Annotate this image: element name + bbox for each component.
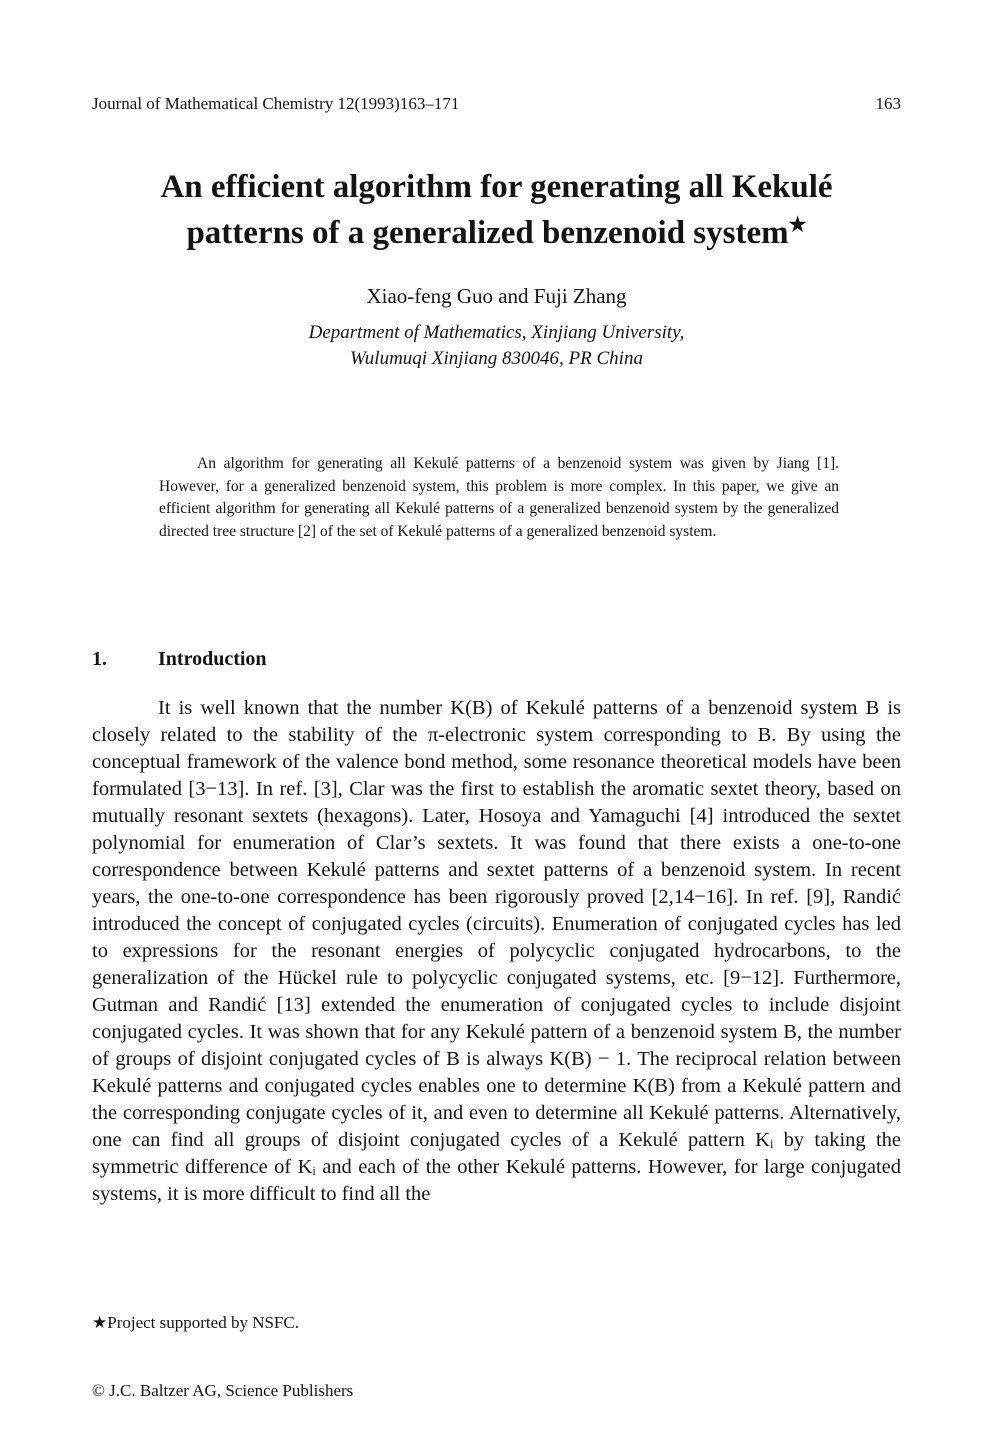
- section-title: Introduction: [158, 648, 267, 670]
- paper-title: [92, 168, 901, 252]
- footnote-star-marker: ★: [788, 214, 807, 236]
- affiliation: [92, 320, 901, 372]
- section-heading: [92, 648, 267, 671]
- affiliation-line-2: Wulumuqi Xinjiang 830046, PR China: [350, 348, 643, 369]
- footnote: ★Project supported by NSFC.: [92, 1313, 299, 1332]
- title-line-2: [92, 206, 901, 252]
- section-number: 1.: [92, 648, 107, 670]
- authors: Xiao-feng Guo and Fuji Zhang: [366, 284, 627, 308]
- copyright: © J.C. Baltzer AG, Science Publishers: [92, 1381, 354, 1400]
- title-line-1: An efficient algorithm for generating all Kekulé: [160, 169, 833, 205]
- affiliation-line-1: Department of Mathematics, Xinjiang University,: [308, 322, 685, 343]
- introduction-body: It is well known that the number K(B) of Kekulé patterns of a benzenoid system B is closely related to the stability of the π-electronic system corresponding to B. By using the conceptual framework of the valence bond method, some resonance theoretical models have been formulated [3−13]. In ref. [3], Clar was the first to establish the aromatic sextet theory, based on mutually resonant sextets (hexagons). Later, Hosoya and Yamaguchi [4] introduced the sextet polynomial for enumeration of Clar’s sextets. It was found that there exists a one-to-one correspondence between Kekulé patterns and sextet patterns of a benzenoid system. In recent years, the one-to-one correspondence has been rigorously proved [2,14−16]. In ref. [9], Randić introduced the concept of conjugated cycles (circuits). Enumeration of conjugated cycles has led to expressions for the resonant energies of polycyclic conjugated hydrocarbons, to the generalization of the Hückel rule to polycyclic conjugated systems, etc. [9−12]. Furthermore, Gutman and Randić [13] extended the enumeration of conjugated cycles to include disjoint conjugated cycles. It was shown that for any Kekulé pattern of a benzenoid system B, the number of groups of disjoint conjugated cycles of B is always K(B) − 1. The reciprocal relation between Kekulé patterns and conjugated cycles enables one to determine K(B) from a Kekulé pattern and the corresponding conjugate cycles of it, and even to determine all Kekulé patterns. Alternatively, one can find all groups of disjoint conjugated cycles of a Kekulé pattern Kᵢ by taking the symmetric difference of Kᵢ and each of the other Kekulé patterns. However, for large conjugated systems, it is more difficult to find all the: [92, 697, 901, 1205]
- running-header: [92, 94, 901, 114]
- journal-citation: Journal of Mathematical Chemistry 12(1993)163–171: [92, 94, 460, 113]
- abstract: An algorithm for generating all Kekulé patterns of a benzenoid system was given by Jiang [1]. However, for a generalized benzenoid system, this problem is more complex. In this paper, we give an efficient algorithm for generating all Kekulé patterns of a generalized benzenoid system by the generalized directed tree structure [2] of the set of Kekulé patterns of a generalized benzenoid system.: [159, 455, 839, 540]
- page-number: 163: [875, 94, 901, 113]
- title-line-2-text: patterns of a generalized benzenoid system: [186, 215, 789, 251]
